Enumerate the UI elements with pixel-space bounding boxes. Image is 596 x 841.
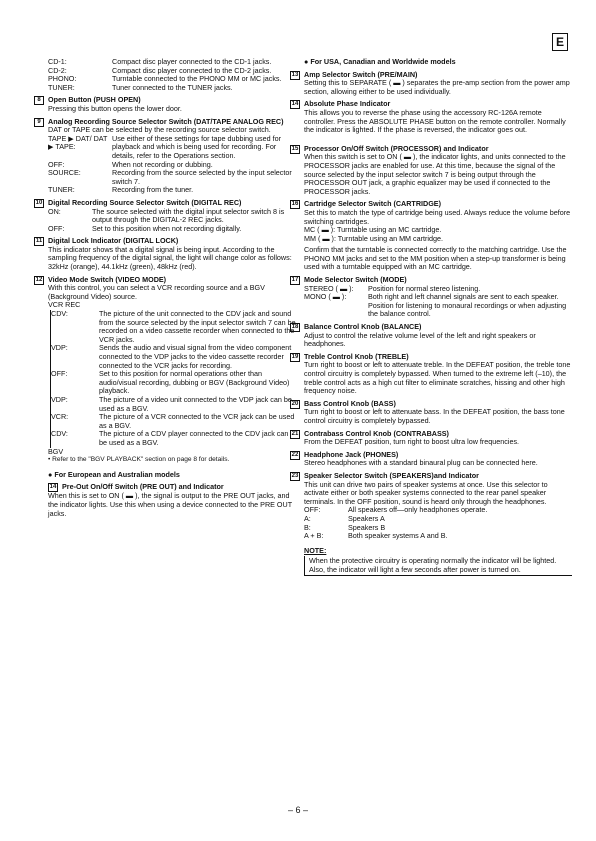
input-item: CD-2: Compact disc player connected to the CD-2 jacks.	[48, 65, 272, 75]
item-number: 13	[291, 71, 299, 78]
section-heading-pre-out: 14 Pre-Out On/Off Switch (PRE OUT) and Indicator	[49, 482, 224, 492]
vcr-option-list	[50, 310, 298, 448]
section-heading-digital-lock: 11 Digital Lock Indicator (DIGITAL LOCK)	[35, 236, 179, 246]
section-heading-balance: 18 Balance Control Knob (BALANCE)	[291, 322, 422, 332]
item-number: 18	[291, 324, 299, 331]
item-number: 21	[291, 430, 299, 437]
option-item: ON: The source selected with the digital input selector switch 8 is output through the DIGITAL-2 REC jacks.	[48, 206, 285, 225]
option-item: A: Speakers A	[304, 513, 385, 523]
section-text: Adjust to control the relative volume level of the left and right speakers or headphones.	[304, 330, 536, 349]
option-item: STEREO ( ▬ ): Position for normal stereo listening.	[304, 283, 481, 293]
item-number: 10	[35, 199, 43, 206]
input-item: TUNER: Tuner connected to the TUNER jacks.	[48, 82, 233, 92]
section-heading-cartridge: 16 Cartridge Selector Switch (CARTRIDGE)	[291, 199, 441, 209]
option-item: OFF: All speakers off—only headphones operate.	[304, 505, 488, 515]
item-number: 16	[291, 201, 299, 208]
cartridge-mm: MM ( ▬ ): Turntable using an MM cartridge.	[304, 233, 444, 243]
item-number: 23	[291, 472, 299, 479]
section-text: Turn right to boost or left to attenuate bass. In the DEFEAT position, the bass tone control circuitry is completely bypassed.	[304, 407, 565, 425]
section-heading-digital-rec: 10 Digital Recording Source Selector Switch (DIGITAL REC)	[35, 197, 242, 207]
item-number: 19	[291, 353, 299, 360]
section-text: Pressing this button opens the lower door.	[48, 103, 182, 113]
section-heading-speaker-selector: 23 Speaker Selector Switch (SPEAKERS)and Indicator	[291, 470, 479, 480]
note-heading: NOTE:	[304, 545, 327, 555]
input-item: PHONO: Turntable connected to the PHONO MM or MC jacks.	[48, 74, 282, 84]
section-heading-contrabass: 21 Contrabass Control Knob (CONTRABASS)	[291, 428, 449, 438]
option-item: VDP: The picture of a video unit connected to the VDP jack can be used as a BGV.	[51, 394, 292, 413]
section-text: Confirm that the turntable is connected correctly to the matching cartridge. Use the PHONO MM jacks and set to the MM position when a step-up transformer is being used with a turntable equipped with an MC cartridge.	[304, 245, 567, 272]
section-text: When this is set to ON ( ▬ ), the signal is output to the PRE OUT jacks, and the indicator lights. Use this when using a device connected to the PRE OUT jacks.	[48, 491, 292, 518]
section-heading-headphone: 22 Headphone Jack (PHONES)	[291, 449, 399, 459]
section-text: This allows you to reverse the phase using the accessory RC-126A remote controller. Press the ABSOLUTE PHASE button on the remote controller. Normally the indicator is lighted. If the phase is reversed, the indicator goes out.	[304, 107, 566, 135]
euro-models-heading: ● For European and Australian models	[48, 469, 180, 479]
section-heading-video-mode: 12 Video Mode Switch (VIDEO MODE)	[35, 274, 167, 284]
item-number: 12	[35, 276, 43, 283]
section-text: Stereo headphones with a standard binaural plug can be connected here.	[304, 458, 538, 468]
option-item: TAPE ▶ DAT/ DAT ▶ TAPE: Use either of these settings for tape dubbing used for playback and which is being used for recording. For details, refer to the Operations section.	[48, 133, 282, 160]
section-text: This unit can drive two pairs of speaker systems at once. Use this selector to activate either or both speaker systems connected to the rear panel speaker terminals. In the OFF position, sound is heard only through the headphones.	[304, 479, 548, 506]
option-item: OFF: Set to this position when not recording digitally.	[48, 223, 242, 233]
option-item: B: Speakers B	[304, 522, 386, 532]
section-text: Turn right to boost or left to attenuate treble. In the DEFEAT position, the treble tone control circuitry is completely bypassed. When turned to the extreme left (–10), the treble control acts as a high cut filter to eliminate scratches, hissing and other high frequency noise.	[304, 360, 571, 396]
item-number: 11	[35, 238, 43, 245]
item-number: 14	[49, 484, 57, 491]
section-heading-bass: 20 Bass Control Knob (BASS)	[291, 398, 396, 408]
option-item: SOURCE: Recording from the source selected by the input selector switch 7.	[48, 168, 292, 186]
input-list	[48, 58, 298, 92]
page-language-badge: E	[552, 33, 568, 51]
item-number: 22	[291, 451, 299, 458]
bgv-label: BGV	[48, 446, 64, 456]
input-item: CD-1: Compact disc player connected to the CD-1 jacks.	[48, 57, 272, 66]
option-item: CDV: The picture of a CDV player connected to the CDV jack can be used as a BGV.	[51, 429, 289, 447]
section-heading-mode: 17 Mode Selector Switch (MODE)	[291, 275, 407, 285]
usa-models-heading: ● For USA, Canadian and Worldwide models	[304, 57, 456, 66]
item-number: 9	[34, 118, 44, 127]
section-text: DAT or TAPE can be selected by the recording source selector switch.	[48, 125, 271, 135]
item-number: 8	[34, 96, 44, 105]
section-heading-processor: 15 Processor On/Off Switch (PROCESSOR) and Indicator	[291, 143, 489, 153]
page-number: – 6 –	[287, 805, 309, 815]
option-item: OFF: When not recording or dubbing.	[48, 159, 213, 169]
section-heading-amp-selector: 13 Amp Selector Switch (PRE/MAIN)	[291, 69, 418, 79]
cartridge-mc: MC ( ▬ ): Turntable using an MC cartridge.	[304, 225, 442, 235]
option-item: VCR: The picture of a VCR connected to the VCR jack can be used as a BGV.	[51, 412, 295, 430]
section-text: This indicator shows that a digital signal is being input. According to the sampling frequency of the digital signal, the light will change color as follows: 32kHz (orange), 44.1kHz (green), 48kHz (red).	[48, 244, 292, 272]
section-heading-treble: 19 Treble Control Knob (TREBLE)	[291, 351, 409, 361]
section-text: With this control, you can select a VCR recording source and a BGV (Background Video) source.	[48, 283, 265, 301]
option-item: CDV: The picture of the unit connected to the CDV jack and sound from the source selected by the input selector switch 7 can be recorded on a video cassette recorder when connected to the VCR jacks.	[51, 309, 296, 344]
option-item: VDP: Sends the audio and visual signal from the video component connected to the VDP jacks to the video cassette recorder connected to the VCR jacks for recording.	[51, 343, 292, 370]
section-text: Set this to match the type of cartridge being used. Always reduce the volume before switching cartridges.	[304, 207, 571, 226]
section-text: From the DEFEAT position, turn right to boost ultra low frequencies.	[304, 437, 520, 447]
item-number: 20	[291, 400, 299, 407]
vcr-rec-label: VCR REC	[48, 300, 81, 310]
option-item: A + B: Both speaker systems A and B.	[304, 531, 448, 541]
note-box: When the protective circuitry is operating normally the indicator will be lighted. Also, the indicator will light a few seconds after power is turned on.	[304, 556, 572, 576]
item-number: 14	[291, 101, 299, 108]
left-column	[35, 57, 298, 518]
item-number: 15	[291, 145, 299, 152]
option-item: OFF: Set to this position for normal operations other than audio/visual recording, dubbing or BGV (Background Video) playback.	[51, 369, 290, 396]
section-text: Setting this to SEPARATE ( ▬ ) separates the pre-amp section from the power amp section, allowing either to be used individually.	[304, 78, 570, 96]
item-number: 17	[291, 277, 299, 284]
option-item: TUNER: Recording from the tuner.	[48, 185, 194, 195]
option-item: MONO ( ▬ ): Both right and left channel signals are sent to each speaker. Position for listening to monaural recordings or when adjusting the balance control.	[304, 292, 567, 319]
section-heading-open-button: 8 Open Button (PUSH OPEN)	[48, 96, 298, 105]
section-heading-analog-rec: 9 Analog Recording Source Selector Switch (DAT/TAPE ANALOG REC)	[48, 118, 298, 127]
bgv-note: • Refer to the "BGV PLAYBACK" section on page 8 for details.	[48, 456, 230, 464]
section-text: When this switch is set to ON ( ▬ ), the indicator lights, and units connected to the PROCESSOR jacks are enabled for use. At this time, because the signal of the source selected by the input selector switch 7 is being output through the PROCESSOR OUT jack, a graphic equalizer may be used if connected to the PROCESSOR jacks.	[304, 152, 566, 196]
right-column	[291, 57, 572, 576]
section-heading-absolute-phase: 14 Absolute Phase Indicator	[291, 99, 391, 109]
